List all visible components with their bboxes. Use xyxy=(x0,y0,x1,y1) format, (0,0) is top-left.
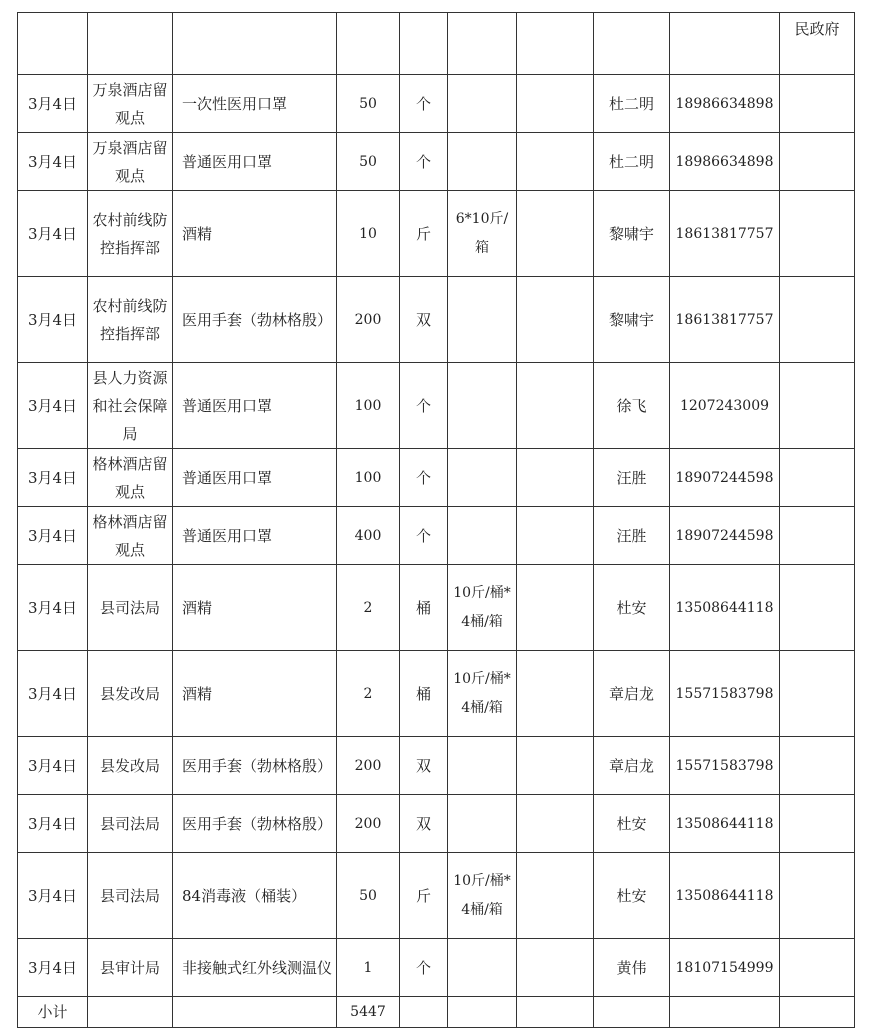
cell-measure-unit: 双 xyxy=(400,737,448,795)
cell-item: 普通医用口罩 xyxy=(173,133,337,191)
cell-item: 一次性医用口罩 xyxy=(173,75,337,133)
cell-remark xyxy=(780,737,855,795)
cell-remark xyxy=(780,277,855,363)
cell-contact: 黄伟 xyxy=(594,939,670,997)
cell-empty xyxy=(594,13,670,75)
cell-date: 3月4日 xyxy=(18,75,88,133)
cell-quantity: 100 xyxy=(337,363,400,449)
donation-table xyxy=(17,12,855,1028)
cell-measure-unit: 桶 xyxy=(400,651,448,737)
cell-date: 3月4日 xyxy=(18,737,88,795)
cell-unit: 县司法局 xyxy=(88,795,173,853)
cell-date: 3月4日 xyxy=(18,449,88,507)
cell-unit: 县发改局 xyxy=(88,651,173,737)
cell-empty xyxy=(517,997,594,1028)
cell-spec: 10斤/桶*4桶/箱 xyxy=(448,565,517,651)
cell-empty xyxy=(780,997,855,1028)
table-body xyxy=(18,75,855,997)
cell-date: 3月4日 xyxy=(18,565,88,651)
cell-phone: 18613817757 xyxy=(670,191,780,277)
cell-empty xyxy=(448,13,517,75)
cell-quantity: 200 xyxy=(337,737,400,795)
cell-contact: 汪胜 xyxy=(594,507,670,565)
cell-contact: 杜二明 xyxy=(594,133,670,191)
table-row xyxy=(18,939,855,997)
cell-item: 普通医用口罩 xyxy=(173,449,337,507)
cell-date: 3月4日 xyxy=(18,133,88,191)
cell-empty xyxy=(517,363,594,449)
table-row xyxy=(18,853,855,939)
table-row xyxy=(18,277,855,363)
cell-phone: 18907244598 xyxy=(670,507,780,565)
cell-quantity: 50 xyxy=(337,853,400,939)
cell-quantity: 1 xyxy=(337,939,400,997)
cell-quantity: 400 xyxy=(337,507,400,565)
cell-item: 普通医用口罩 xyxy=(173,363,337,449)
cell-empty xyxy=(88,997,173,1028)
cell-empty xyxy=(448,997,517,1028)
cell-contact: 章启龙 xyxy=(594,651,670,737)
cell-unit: 格林酒店留观点 xyxy=(88,449,173,507)
subtotal-label: 小计 xyxy=(18,997,88,1028)
cell-remark xyxy=(780,75,855,133)
table-row xyxy=(18,565,855,651)
table-row-continued-header xyxy=(18,13,855,75)
cell-spec xyxy=(448,737,517,795)
cell-remark xyxy=(780,133,855,191)
cell-item: 医用手套（勃林格殷） xyxy=(173,737,337,795)
cell-phone: 15571583798 xyxy=(670,737,780,795)
cell-date: 3月4日 xyxy=(18,651,88,737)
table-row xyxy=(18,363,855,449)
cell-item: 非接触式红外线测温仪 xyxy=(173,939,337,997)
cell-measure-unit: 个 xyxy=(400,507,448,565)
cell-spec xyxy=(448,277,517,363)
cell-empty xyxy=(594,997,670,1028)
cell-measure-unit: 斤 xyxy=(400,191,448,277)
cell-phone: 18907244598 xyxy=(670,449,780,507)
cell-empty xyxy=(517,191,594,277)
cell-unit: 万泉酒店留观点 xyxy=(88,75,173,133)
cell-phone: 13508644118 xyxy=(670,853,780,939)
cell-empty xyxy=(670,997,780,1028)
cell-spec xyxy=(448,133,517,191)
table-row xyxy=(18,75,855,133)
cell-item: 普通医用口罩 xyxy=(173,507,337,565)
cell-item: 酒精 xyxy=(173,191,337,277)
cell-spec: 10斤/桶*4桶/箱 xyxy=(448,853,517,939)
cell-phone: 13508644118 xyxy=(670,565,780,651)
cell-empty xyxy=(88,13,173,75)
cell-phone: 1207243009 xyxy=(670,363,780,449)
cell-measure-unit: 个 xyxy=(400,449,448,507)
subtotal-row xyxy=(18,997,855,1028)
cell-measure-unit: 个 xyxy=(400,133,448,191)
cell-spec xyxy=(448,363,517,449)
cell-date: 3月4日 xyxy=(18,363,88,449)
cell-empty xyxy=(517,737,594,795)
cell-remark xyxy=(780,363,855,449)
cell-quantity: 200 xyxy=(337,795,400,853)
cell-remark xyxy=(780,853,855,939)
cell-item: 医用手套（勃林格殷） xyxy=(173,277,337,363)
cell-contact: 杜二明 xyxy=(594,75,670,133)
cell-empty xyxy=(337,13,400,75)
cell-empty xyxy=(18,13,88,75)
cell-spec xyxy=(448,939,517,997)
cell-empty xyxy=(517,449,594,507)
cell-spec xyxy=(448,507,517,565)
cell-empty xyxy=(517,565,594,651)
cell-contact: 杜安 xyxy=(594,795,670,853)
table-row xyxy=(18,737,855,795)
cell-remark xyxy=(780,507,855,565)
cell-quantity: 50 xyxy=(337,133,400,191)
cell-empty xyxy=(670,13,780,75)
cell-empty xyxy=(173,997,337,1028)
cell-measure-unit: 个 xyxy=(400,363,448,449)
cell-spec: 10斤/桶*4桶/箱 xyxy=(448,651,517,737)
cell-contact: 徐飞 xyxy=(594,363,670,449)
cell-unit: 县发改局 xyxy=(88,737,173,795)
cell-unit: 县审计局 xyxy=(88,939,173,997)
cell-quantity: 100 xyxy=(337,449,400,507)
cell-quantity: 200 xyxy=(337,277,400,363)
cell-measure-unit: 双 xyxy=(400,277,448,363)
cell-measure-unit: 个 xyxy=(400,939,448,997)
cell-remark xyxy=(780,795,855,853)
cell-unit: 县人力资源和社会保障局 xyxy=(88,363,173,449)
cell-empty xyxy=(517,507,594,565)
cell-empty xyxy=(517,277,594,363)
cell-item: 酒精 xyxy=(173,651,337,737)
cell-contact: 章启龙 xyxy=(594,737,670,795)
cell-remark-fragment: 民政府 xyxy=(780,13,855,75)
cell-contact: 杜安 xyxy=(594,853,670,939)
cell-phone: 18986634898 xyxy=(670,133,780,191)
cell-spec xyxy=(448,795,517,853)
cell-unit: 县司法局 xyxy=(88,853,173,939)
table-row xyxy=(18,191,855,277)
cell-quantity: 50 xyxy=(337,75,400,133)
cell-unit: 万泉酒店留观点 xyxy=(88,133,173,191)
cell-measure-unit: 双 xyxy=(400,795,448,853)
cell-empty xyxy=(517,795,594,853)
cell-date: 3月4日 xyxy=(18,507,88,565)
cell-unit: 农村前线防控指挥部 xyxy=(88,277,173,363)
cell-date: 3月4日 xyxy=(18,853,88,939)
cell-unit: 农村前线防控指挥部 xyxy=(88,191,173,277)
cell-spec xyxy=(448,449,517,507)
table-row xyxy=(18,651,855,737)
cell-empty xyxy=(400,13,448,75)
cell-unit: 县司法局 xyxy=(88,565,173,651)
table-row xyxy=(18,795,855,853)
cell-remark xyxy=(780,449,855,507)
table-row xyxy=(18,507,855,565)
cell-phone: 18107154999 xyxy=(670,939,780,997)
cell-empty xyxy=(517,75,594,133)
cell-phone: 18613817757 xyxy=(670,277,780,363)
cell-item: 酒精 xyxy=(173,565,337,651)
cell-measure-unit: 桶 xyxy=(400,565,448,651)
cell-item: 医用手套（勃林格殷） xyxy=(173,795,337,853)
cell-spec: 6*10斤/箱 xyxy=(448,191,517,277)
cell-date: 3月4日 xyxy=(18,939,88,997)
table-row xyxy=(18,133,855,191)
cell-contact: 杜安 xyxy=(594,565,670,651)
subtotal-total: 5447 xyxy=(337,997,400,1028)
cell-date: 3月4日 xyxy=(18,277,88,363)
cell-phone: 18986634898 xyxy=(670,75,780,133)
cell-date: 3月4日 xyxy=(18,191,88,277)
cell-empty xyxy=(517,853,594,939)
cell-unit: 格林酒店留观点 xyxy=(88,507,173,565)
cell-empty xyxy=(517,939,594,997)
cell-remark xyxy=(780,651,855,737)
cell-spec xyxy=(448,75,517,133)
cell-measure-unit: 斤 xyxy=(400,853,448,939)
cell-empty xyxy=(517,651,594,737)
cell-remark xyxy=(780,565,855,651)
cell-contact: 黎啸宇 xyxy=(594,191,670,277)
cell-phone: 13508644118 xyxy=(670,795,780,853)
cell-empty xyxy=(400,997,448,1028)
table-row xyxy=(18,449,855,507)
cell-contact: 汪胜 xyxy=(594,449,670,507)
cell-quantity: 10 xyxy=(337,191,400,277)
cell-remark xyxy=(780,191,855,277)
cell-date: 3月4日 xyxy=(18,795,88,853)
cell-item: 84消毒液（桶装） xyxy=(173,853,337,939)
cell-contact: 黎啸宇 xyxy=(594,277,670,363)
cell-phone: 15571583798 xyxy=(670,651,780,737)
cell-quantity: 2 xyxy=(337,565,400,651)
cell-empty xyxy=(517,13,594,75)
cell-empty xyxy=(173,13,337,75)
cell-quantity: 2 xyxy=(337,651,400,737)
cell-remark xyxy=(780,939,855,997)
cell-empty xyxy=(517,133,594,191)
cell-measure-unit: 个 xyxy=(400,75,448,133)
